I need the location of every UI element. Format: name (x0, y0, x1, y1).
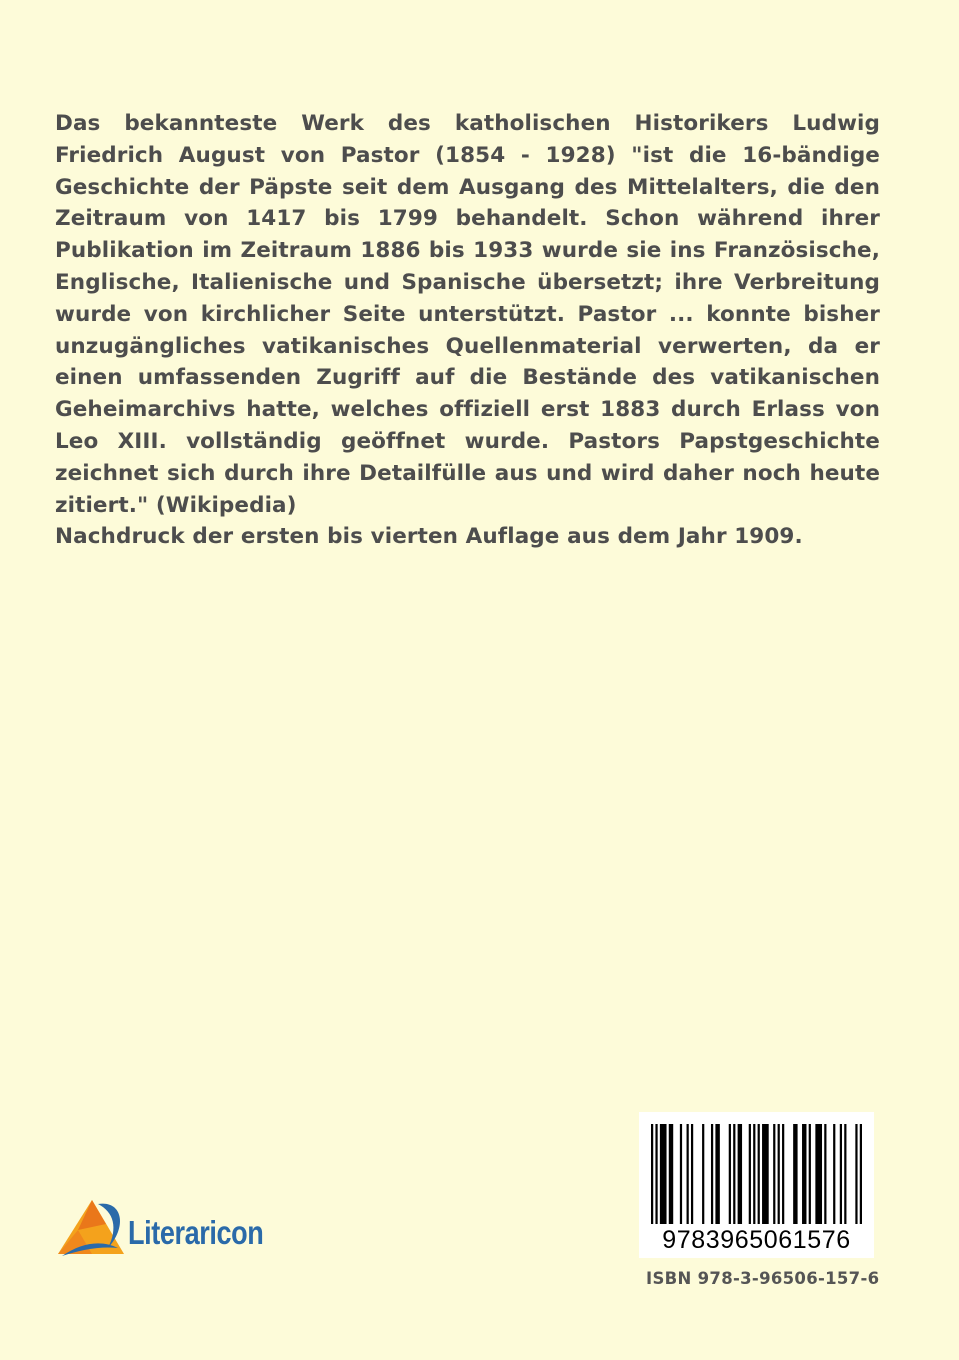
barcode-bar-29 (860, 1124, 862, 1224)
barcode-bar-25 (833, 1124, 835, 1224)
publisher-logo (58, 1196, 288, 1258)
barcode-bar-1 (655, 1124, 657, 1224)
barcode-bars (651, 1124, 862, 1224)
barcode-bar-8 (711, 1124, 713, 1224)
barcode-bar-2 (660, 1124, 667, 1224)
barcode-bar-28 (855, 1124, 857, 1224)
publisher-logo-icon (58, 1196, 130, 1258)
barcode-bar-3 (669, 1124, 673, 1224)
barcode-bar-14 (753, 1124, 755, 1224)
barcode-bar-5 (687, 1124, 689, 1224)
barcode-bar-22 (809, 1124, 811, 1224)
barcode-bar-26 (840, 1124, 842, 1224)
barcode-bar-7 (702, 1124, 704, 1224)
barcode-bar-20 (793, 1124, 797, 1224)
reprint-note: Nachdruck der ersten bis vierten Auflage aus dem Jahr 1909. (55, 524, 803, 550)
barcode-digits: 9783965061576 (662, 1226, 851, 1254)
barcode-bar-19 (782, 1124, 784, 1224)
barcode-bar-21 (802, 1124, 806, 1224)
barcode-bar-9 (715, 1124, 719, 1224)
isbn-label: ISBN 978-3-96506-157-6 (646, 1269, 880, 1288)
barcode-bar-23 (815, 1124, 822, 1224)
barcode-bar-27 (844, 1124, 846, 1224)
barcode-bar-4 (680, 1124, 682, 1224)
blurb-paragraph: Das bekannteste Werk des katholischen Historikers Ludwig Friedrich August von Pastor (1854 - 1928) "ist die 16-bändige Geschichte der Päpste seit dem Ausgang des Mittelalters, die den Zeitraum von 1417 bis 1799 behandelt. Schon während ihrer Publikation im Zeitraum 1886 bis 1933 wurde sie ins Französische, Englische, Italienische und Spanische übersetzt; ihre Verbreitung wurde von kirchlicher Seite unterstützt. Pastor ... konnte bisher unzugängliches vatikanisches Quellenmaterial verwerten, da er einen umfassenden Zugriff auf die Bestände des vatikanischen Geheimarchivs hatte, welches offiziell erst 1883 durch Erlass von Leo XIII. vollständig geöffnet wurde. Pastors Papstgeschichte zeichnet sich durch ihre Detailfülle aus und wird daher noch heute zitiert." (Wikipedia) (55, 111, 880, 518)
barcode-bar-15 (758, 1124, 760, 1224)
barcode-bar-16 (762, 1124, 769, 1224)
publisher-name: Literaricon (128, 1214, 264, 1251)
barcode-bar-12 (738, 1124, 742, 1224)
barcode-bar-13 (749, 1124, 751, 1224)
barcode-bar-11 (733, 1124, 735, 1224)
barcode-bar-0 (651, 1124, 653, 1224)
barcode-bar-18 (778, 1124, 780, 1224)
barcode-bar-10 (729, 1124, 731, 1224)
barcode (639, 1112, 874, 1258)
back-cover-blurb (55, 108, 880, 553)
barcode-bar-24 (824, 1124, 826, 1224)
barcode-bar-17 (773, 1124, 775, 1224)
barcode-bar-6 (691, 1124, 693, 1224)
